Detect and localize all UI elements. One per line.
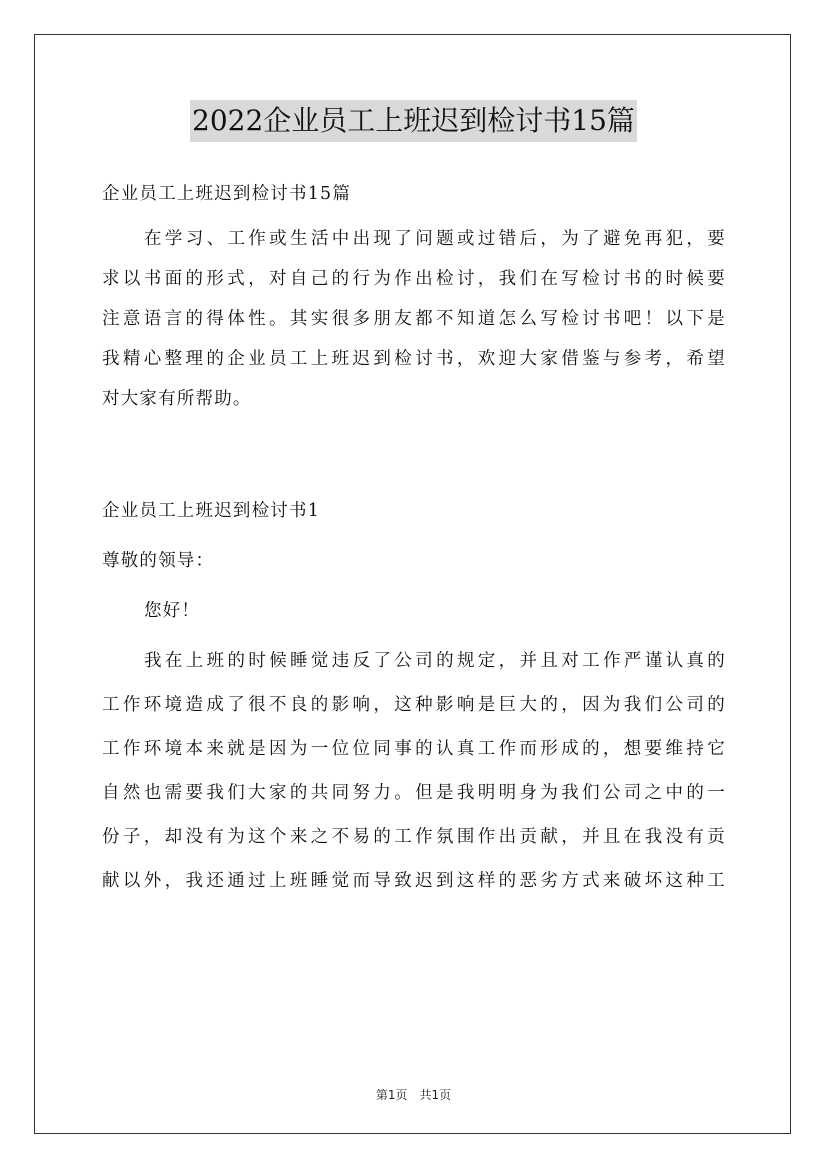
body-line: 献以外，我还通过上班睡觉而导致迟到这样的恶劣方式来破坏这种工	[102, 871, 726, 891]
document-body	[102, 174, 726, 901]
page-number: 第1页 共1页	[375, 1088, 452, 1102]
page-footer	[0, 1086, 827, 1103]
body-line: 份子，却没有为这个来之不易的工作氛围作出贡献，并且在我没有贡	[102, 827, 726, 847]
intro-line: 我精心整理的企业员工上班迟到检讨书，欢迎大家借鉴与参考，希望	[102, 349, 726, 369]
intro-paragraph	[102, 219, 726, 419]
body-line: 工作环境造成了很不良的影响，这种影响是巨大的，因为我们公司的	[102, 695, 726, 715]
intro-line: 注意语言的得体性。其实很多朋友都不知道怎么写检讨书吧！以下是	[102, 309, 726, 329]
intro-line: 求以书面的形式，对自己的行为作出检讨，我们在写检讨书的时候要	[102, 269, 726, 289]
title-area	[0, 100, 827, 142]
section-heading: 企业员工上班迟到检讨书1	[102, 501, 321, 521]
body-line: 自然也需要我们大家的共同努力。但是我明明身为我们公司之中的一	[102, 783, 726, 803]
body-paragraph	[102, 641, 726, 901]
subtitle: 企业员工上班迟到检讨书15篇	[102, 184, 352, 204]
document-title: 2022企业员工上班迟到检讨书15篇	[190, 100, 637, 142]
body-line: 工作环境本来就是因为一位位同事的认真工作而形成的，想要维持它	[102, 739, 726, 759]
greeting: 您好！	[144, 601, 201, 621]
intro-line: 在学习、工作或生活中出现了问题或过错后，为了避免再犯，要	[144, 229, 726, 249]
salutation: 尊敬的领导：	[102, 551, 215, 571]
body-line: 我在上班的时候睡觉违反了公司的规定，并且对工作严谨认真的	[144, 651, 726, 671]
intro-line: 对大家有所帮助。	[102, 389, 252, 409]
